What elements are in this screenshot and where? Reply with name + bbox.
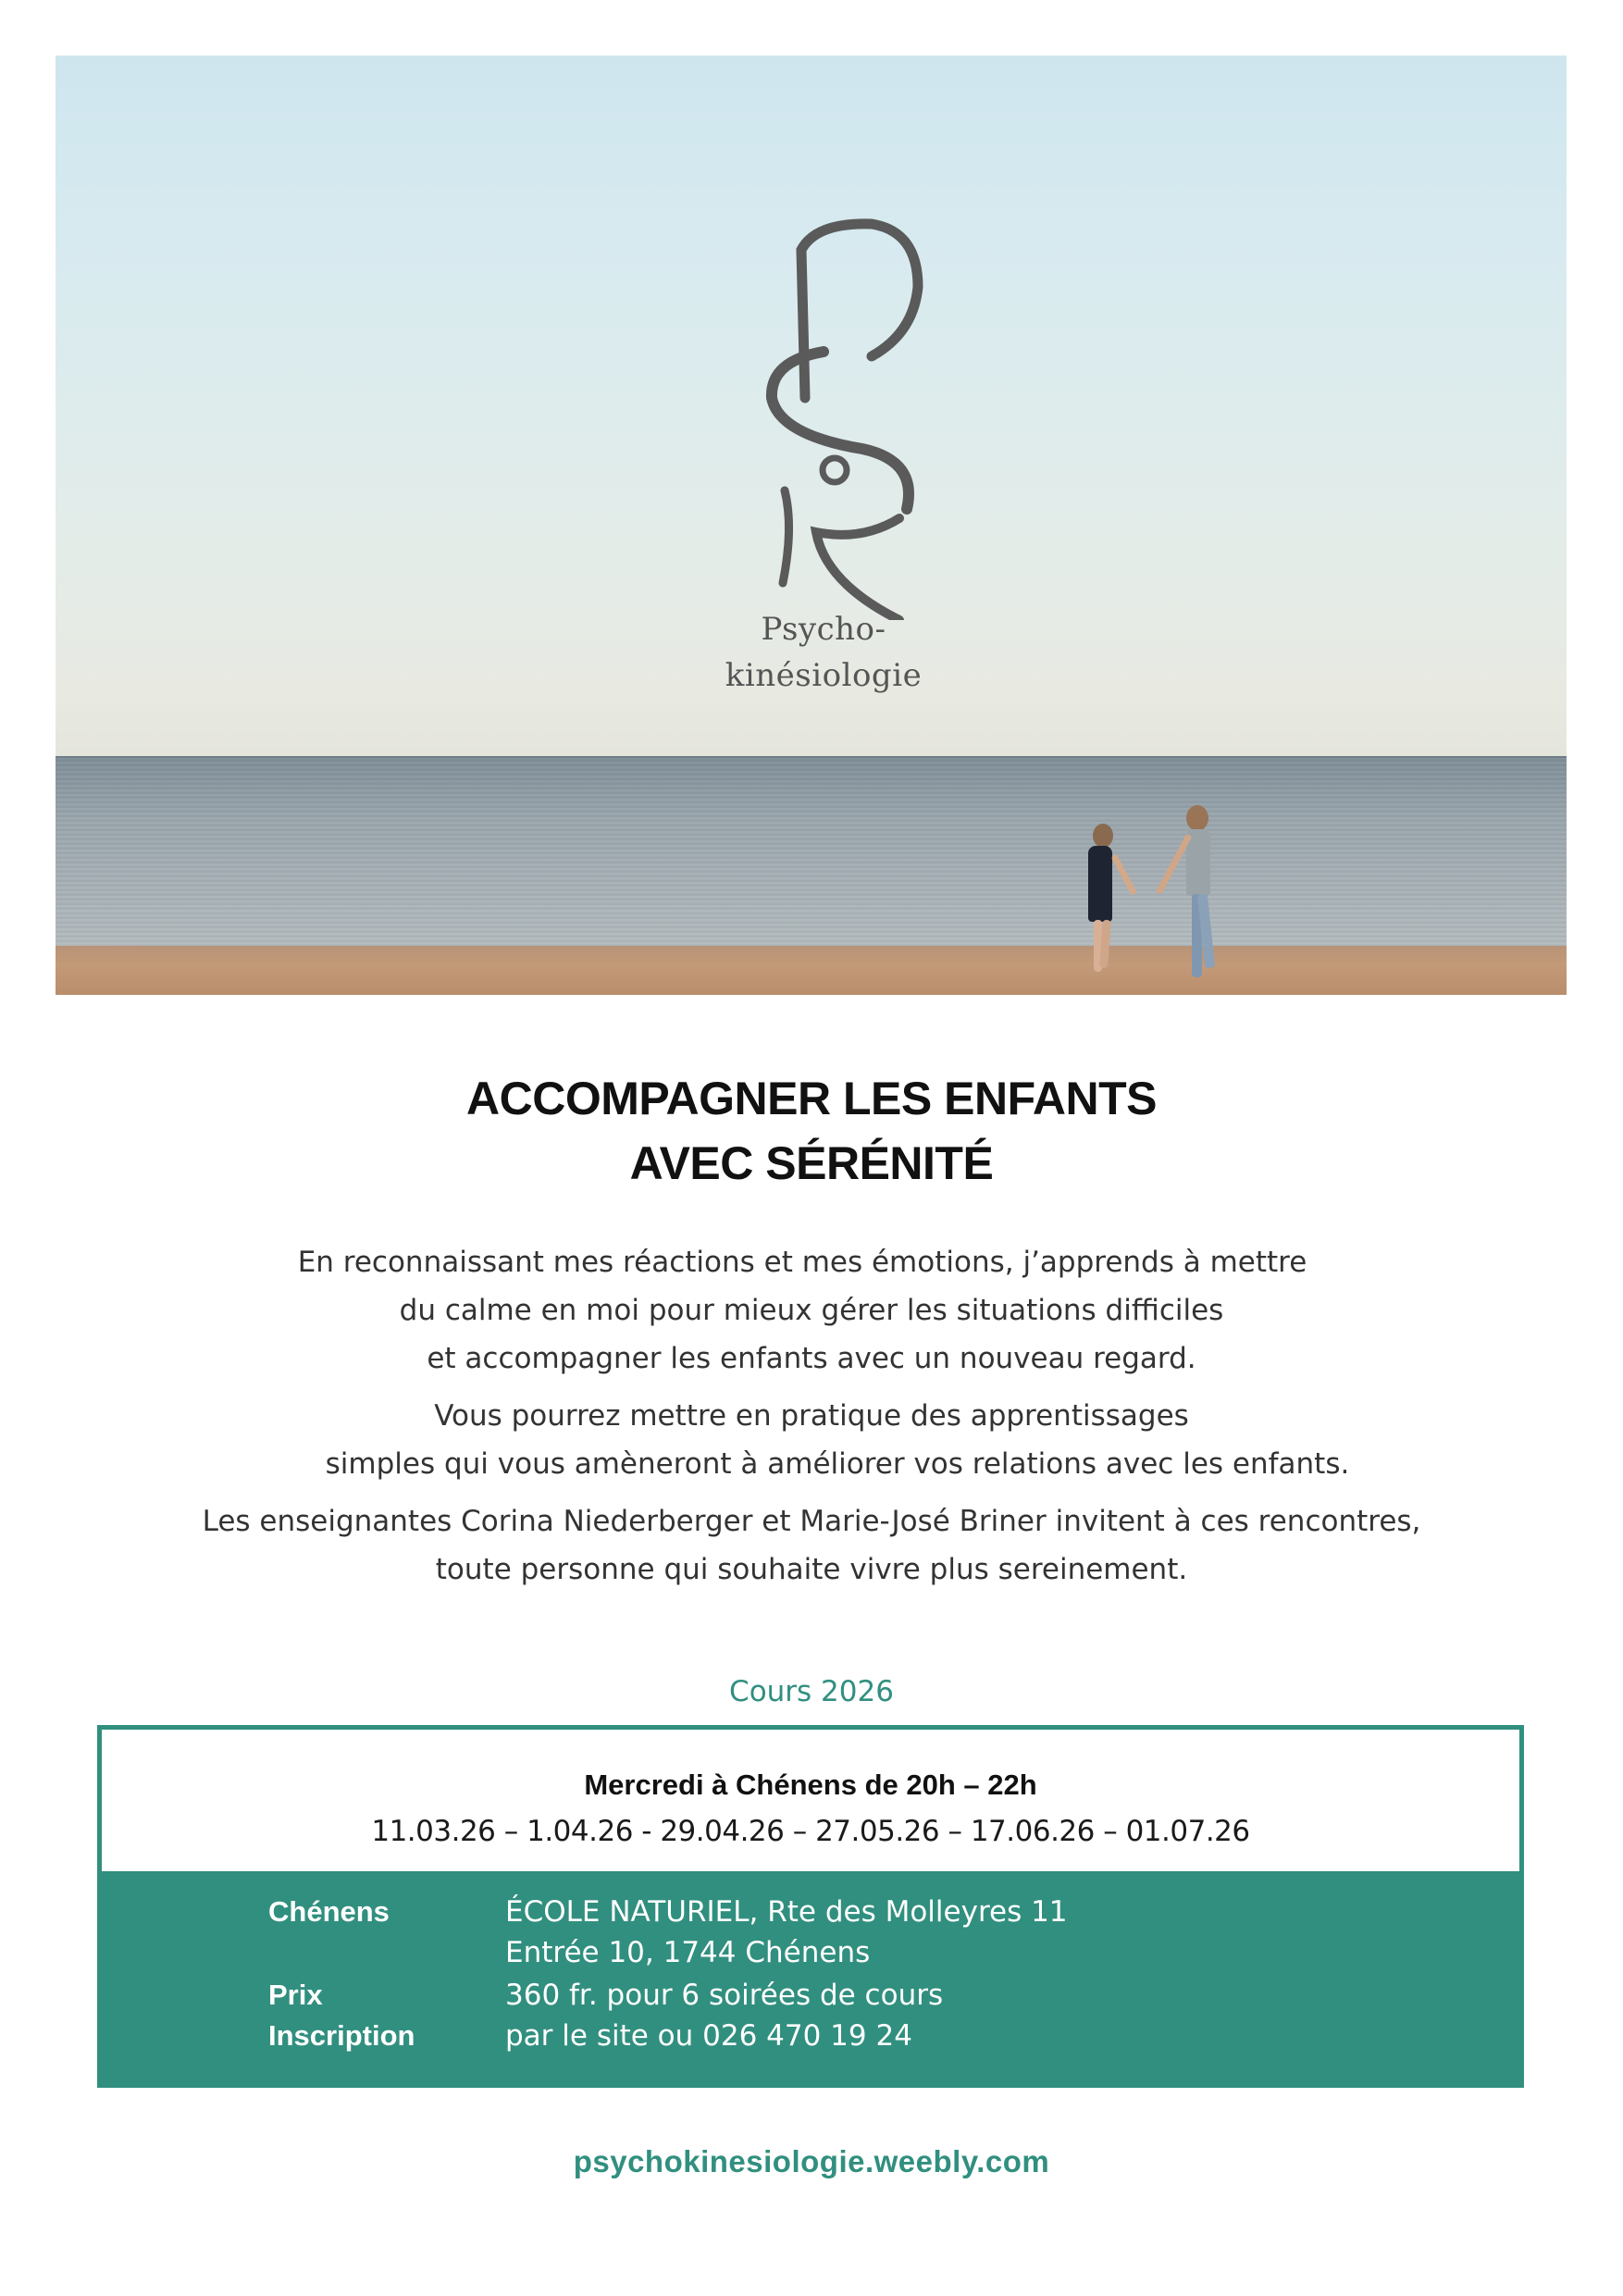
text-line: simples qui vous amèneront à améliorer vos relations avec les enfants. bbox=[325, 1447, 1350, 1481]
child-girl bbox=[1083, 824, 1129, 972]
info-value: 360 fr. pour 6 soirées de cours bbox=[505, 1979, 944, 2012]
page-title bbox=[0, 1066, 1623, 1196]
logo-text-line2: kinésiologie bbox=[725, 657, 923, 694]
schedule-title: Mercredi à Chénens de 20h – 22h bbox=[584, 1769, 1037, 1801]
website-link[interactable]: psychokinesiologie.weebly.com bbox=[573, 2144, 1050, 2178]
course-info-box bbox=[97, 1725, 1524, 2088]
intro-paragraph-1 bbox=[0, 1238, 1623, 1383]
text-line: toute personne qui souhaite vivre plus sereinement. bbox=[435, 1553, 1188, 1586]
beach-sand bbox=[56, 946, 1567, 995]
logo-text-line1: Psycho- bbox=[761, 611, 886, 648]
schedule-section bbox=[102, 1730, 1519, 1871]
schedule-dates: 11.03.26 – 1.04.26 - 29.04.26 – 27.05.26 – 17.06.26 – 01.07.26 bbox=[371, 1815, 1250, 1848]
page-title-line1: ACCOMPAGNER LES ENFANTS bbox=[466, 1073, 1157, 1124]
text-line: En reconnaissant mes réactions et mes émotions, j’apprends à mettre bbox=[297, 1246, 1307, 1279]
intro-paragraph-3 bbox=[0, 1497, 1623, 1594]
psk-logo-icon bbox=[761, 213, 946, 620]
text-line: et accompagner les enfants avec un nouveau regard. bbox=[427, 1342, 1196, 1375]
intro-paragraph-2 bbox=[0, 1392, 1623, 1488]
info-label: Chénens bbox=[268, 1895, 390, 1928]
info-value: ÉCOLE NATURIEL, Rte des Molleyres 11 bbox=[505, 1895, 1068, 1929]
text-line: Vous pourrez mettre en pratique des apprentissages bbox=[434, 1399, 1189, 1433]
info-panel bbox=[102, 1871, 1519, 2088]
courses-title: Cours 2026 bbox=[729, 1675, 894, 1708]
info-value: par le site ou 026 470 19 24 bbox=[505, 2019, 912, 2053]
horizon-line bbox=[56, 756, 1567, 758]
text-line: du calme en moi pour mieux gérer les situations difficiles bbox=[399, 1294, 1224, 1327]
info-label: Inscription bbox=[268, 2019, 415, 2052]
logo-text bbox=[648, 606, 999, 699]
info-value: Entrée 10, 1744 Chénens bbox=[505, 1936, 871, 1969]
text-line: Les enseignantes Corina Niederberger et Marie-José Briner invitent à ces rencontres, bbox=[202, 1505, 1421, 1538]
info-label: Prix bbox=[268, 1979, 323, 2011]
hero-photo bbox=[56, 56, 1567, 995]
child-boy bbox=[1166, 805, 1231, 981]
page-title-line2: AVEC SÉRÉNITÉ bbox=[629, 1137, 994, 1189]
sea bbox=[56, 757, 1567, 951]
